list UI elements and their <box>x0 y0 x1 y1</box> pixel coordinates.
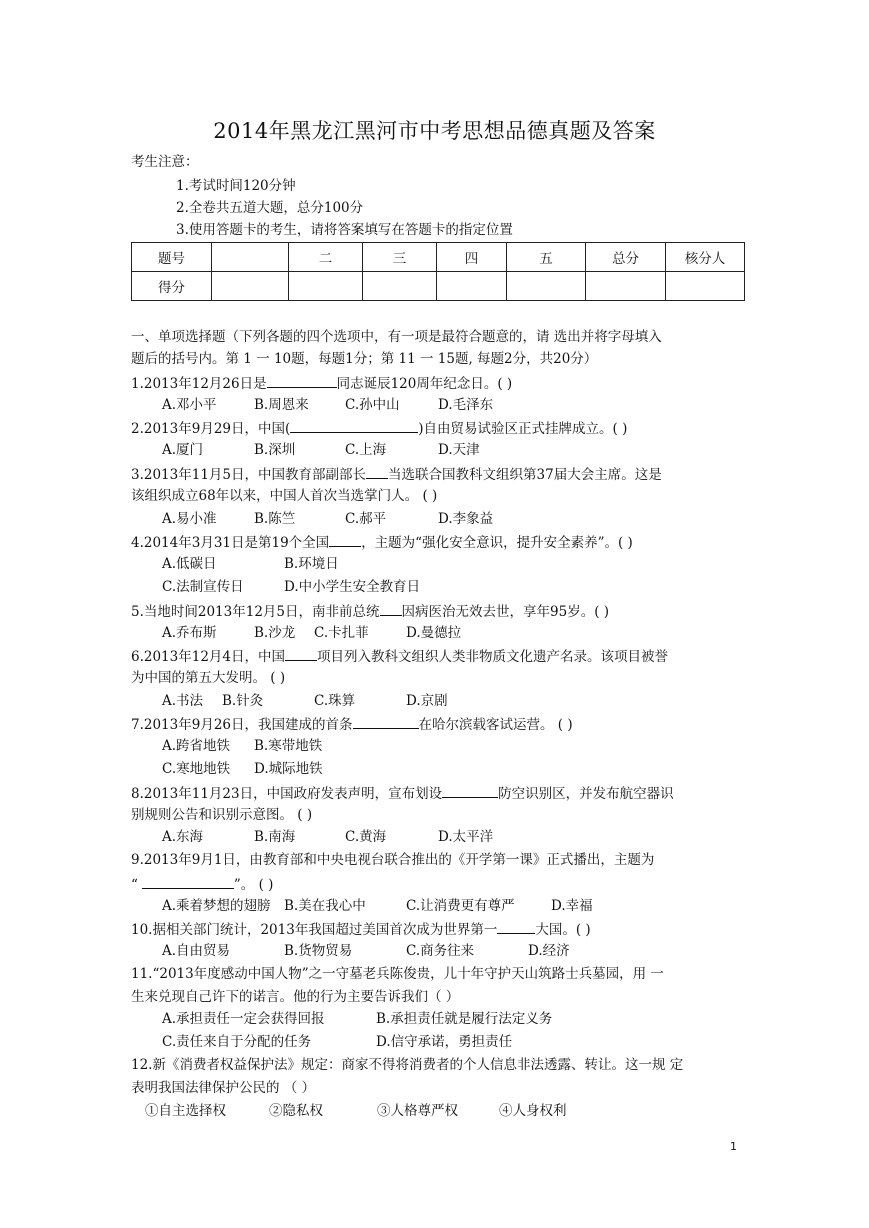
option: B.陈竺 <box>254 511 296 527</box>
option: ①自主选择权 <box>145 1103 226 1119</box>
notice-item: 3.使用答题卡的考生，请将答案填写在答题卡的指定位置 <box>176 222 513 238</box>
table-cell <box>212 243 289 272</box>
question-11: 11.“2013年度感动中国人物”之一守墓老兵陈俊贵，儿十年守护天山筑路士兵墓园，用 一 <box>131 966 664 982</box>
question-text: 为中国的第五大发明。 ( ) <box>131 670 286 686</box>
section-instructions: 一、单项选择题（下列各题的四个选项中，有一项是最符合题意的，请 选出并将字母填入 <box>131 329 662 345</box>
question-text: 表明我国法律保护公民的 （ ） <box>131 1080 316 1096</box>
option: B.寒带地铁 <box>254 738 323 754</box>
notice-heading: 考生注意： <box>131 154 199 170</box>
answer-blank <box>142 874 234 889</box>
question-text: 大国。( ) <box>535 922 591 938</box>
question-text: 因病医治无效去世，享年95岁。( ) <box>401 604 610 620</box>
option: D.经济 <box>528 943 570 959</box>
option: C.卡扎菲 <box>314 625 369 641</box>
table-cell: 核分人 <box>666 243 745 272</box>
question-10 <box>131 919 591 939</box>
notice-item: 2.全卷共五道大题，总分100分 <box>176 200 364 216</box>
option: D.曼德拉 <box>406 625 462 641</box>
option: A.易小准 <box>162 511 217 527</box>
option: A.厦门 <box>162 442 204 458</box>
answer-blank <box>366 464 388 479</box>
option: B.深圳 <box>254 442 296 458</box>
option: A.东海 <box>162 829 204 845</box>
option: B.货物贸易 <box>284 943 353 959</box>
option: D.太平洋 <box>438 829 494 845</box>
option: B.周恩来 <box>254 397 309 413</box>
notice-item: 1.考试时间120分钟 <box>176 178 296 194</box>
question-4 <box>131 532 633 552</box>
answer-blank <box>380 601 402 616</box>
answer-blank <box>285 646 317 661</box>
question-text: 该组织成立68年以来，中国人首次当选掌门人。 ( ) <box>131 488 438 504</box>
question-2 <box>131 418 627 438</box>
option: A.承担责任一定会获得回报 <box>162 1011 325 1027</box>
option: B.沙龙 <box>254 625 296 641</box>
option: B.针灸 <box>222 693 264 709</box>
question-text: 5.当地时间2013年12月5日，南非前总统 <box>131 604 380 620</box>
option: A.乘着梦想的翅膀 <box>162 898 271 914</box>
question-text: 6.2013年12月4日，中国 <box>131 649 286 665</box>
question-text: 在哈尔滨载客试运营。 ( ) <box>418 717 573 733</box>
question-text: 生来兑现自己许下的诺言。他的行为主要告诉我们（ ） <box>131 989 460 1005</box>
table-cell: 三 <box>363 243 437 272</box>
question-7 <box>131 714 573 734</box>
question-text: 当选联合国教科文组织第37届大会主席。这是 <box>388 467 662 483</box>
answer-blank <box>267 373 337 388</box>
table-cell <box>586 272 666 301</box>
answer-blank <box>290 418 418 433</box>
table-cell: 五 <box>507 243 586 272</box>
option: B.环境日 <box>284 556 339 572</box>
option: ④人身权利 <box>499 1103 567 1119</box>
question-text: “ <box>131 877 138 893</box>
option: C.珠算 <box>314 693 356 709</box>
table-cell <box>437 272 507 301</box>
option: D.李象益 <box>438 511 494 527</box>
option: D.天津 <box>438 442 480 458</box>
question-text: 10.据相关部门统计，2013年我国超过美国首次成为世界第一 <box>131 922 498 938</box>
question-text: ，主题为“强化安全意识，提升安全素养”。( ) <box>361 535 633 551</box>
question-text: 别规则公告和识别示意图。 ( ) <box>131 807 313 823</box>
option: D.中小学生安全教育日 <box>284 579 421 595</box>
question-9: 9.2013年9月1日，由教育部和中央电视台联合推出的《开学第一课》正式播出，主题为 <box>131 852 655 868</box>
question-5 <box>131 601 609 621</box>
option: C.法制宣传日 <box>162 579 244 595</box>
answer-blank <box>329 532 361 547</box>
question-text: )自由贸易试验区正式挂牌成立。( ) <box>418 421 628 437</box>
option: C.黄海 <box>345 829 387 845</box>
table-cell <box>289 272 363 301</box>
option: B.美在我心中 <box>284 898 366 914</box>
option: A.乔布斯 <box>162 625 217 641</box>
option: D.毛泽东 <box>438 397 494 413</box>
table-row <box>132 243 745 272</box>
option: B.承担责任就是履行法定义务 <box>376 1011 553 1027</box>
question-1 <box>131 373 512 393</box>
question-text: 7.2013年9月26日，我国建成的首条 <box>131 717 353 733</box>
answer-blank <box>442 783 498 798</box>
question-text <box>131 874 273 894</box>
option: D.京剧 <box>406 693 448 709</box>
table-cell <box>666 272 745 301</box>
option: D.幸福 <box>551 898 593 914</box>
question-text: 8.2013年11月23日，中国政府发表声明，宣布划设 <box>131 786 443 802</box>
table-cell <box>212 272 289 301</box>
question-text: 3.2013年11月5日，中国教育部副部长 <box>131 467 367 483</box>
question-8 <box>131 783 674 803</box>
table-cell: 题号 <box>132 243 212 272</box>
option: B.南海 <box>254 829 296 845</box>
question-text: 1.2013年12月26日是 <box>131 376 267 392</box>
question-text: 2.2013年9月29日，中国( <box>131 421 291 437</box>
page-number: 1 <box>730 1140 737 1153</box>
option: C.孙中山 <box>345 397 400 413</box>
option: C.上海 <box>345 442 387 458</box>
question-text: 项目列入教科文组织人类非物质文化遗产名录。该项目被誉 <box>317 649 669 665</box>
question-12: 12.新《消费者权益保护法》规定：商家不得将消费者的个人信息非法透露、转让。这一规 定 <box>131 1057 684 1073</box>
option: C.让消费更有尊严 <box>406 898 515 914</box>
table-cell <box>507 272 586 301</box>
question-text: ”。 ( ) <box>233 877 274 893</box>
option: A.自由贸易 <box>162 943 231 959</box>
option: A.邓小平 <box>162 397 217 413</box>
question-3 <box>131 464 662 484</box>
option: D.城际地铁 <box>254 761 323 777</box>
option: ②隐私权 <box>269 1103 323 1119</box>
section-instructions: 题后的括号内。第 1 一 10题，每题1分；第 11 一 15题, 每题2分，共20分） <box>131 351 598 367</box>
option: C.郝平 <box>345 511 387 527</box>
option: A.书法 <box>162 693 204 709</box>
option: D.信守承诺，勇担责任 <box>376 1034 513 1050</box>
score-table <box>131 242 745 301</box>
table-cell: 二 <box>289 243 363 272</box>
option: A.跨省地铁 <box>162 738 231 754</box>
table-cell: 总分 <box>586 243 666 272</box>
question-text: 防空识别区，并发布航空器识 <box>498 786 674 802</box>
table-cell: 四 <box>437 243 507 272</box>
table-cell <box>363 272 437 301</box>
answer-blank <box>353 714 419 729</box>
option: C.寒地地铁 <box>162 761 231 777</box>
page-title: 2014年黑龙江黑河市中考思想品德真题及答案 <box>213 119 656 143</box>
question-text: 同志诞辰120周年纪念日。( ) <box>336 376 513 392</box>
question-6 <box>131 646 668 666</box>
question-text: 4.2014年3月31日是第19个全国 <box>131 535 330 551</box>
option: C.责任来自于分配的任务 <box>162 1034 312 1050</box>
option: A.低碳日 <box>162 556 217 572</box>
table-cell: 得分 <box>132 272 212 301</box>
option: ③人格尊严权 <box>377 1103 458 1119</box>
answer-blank <box>497 919 535 934</box>
option: C.商务往来 <box>406 943 475 959</box>
table-row <box>132 272 745 301</box>
